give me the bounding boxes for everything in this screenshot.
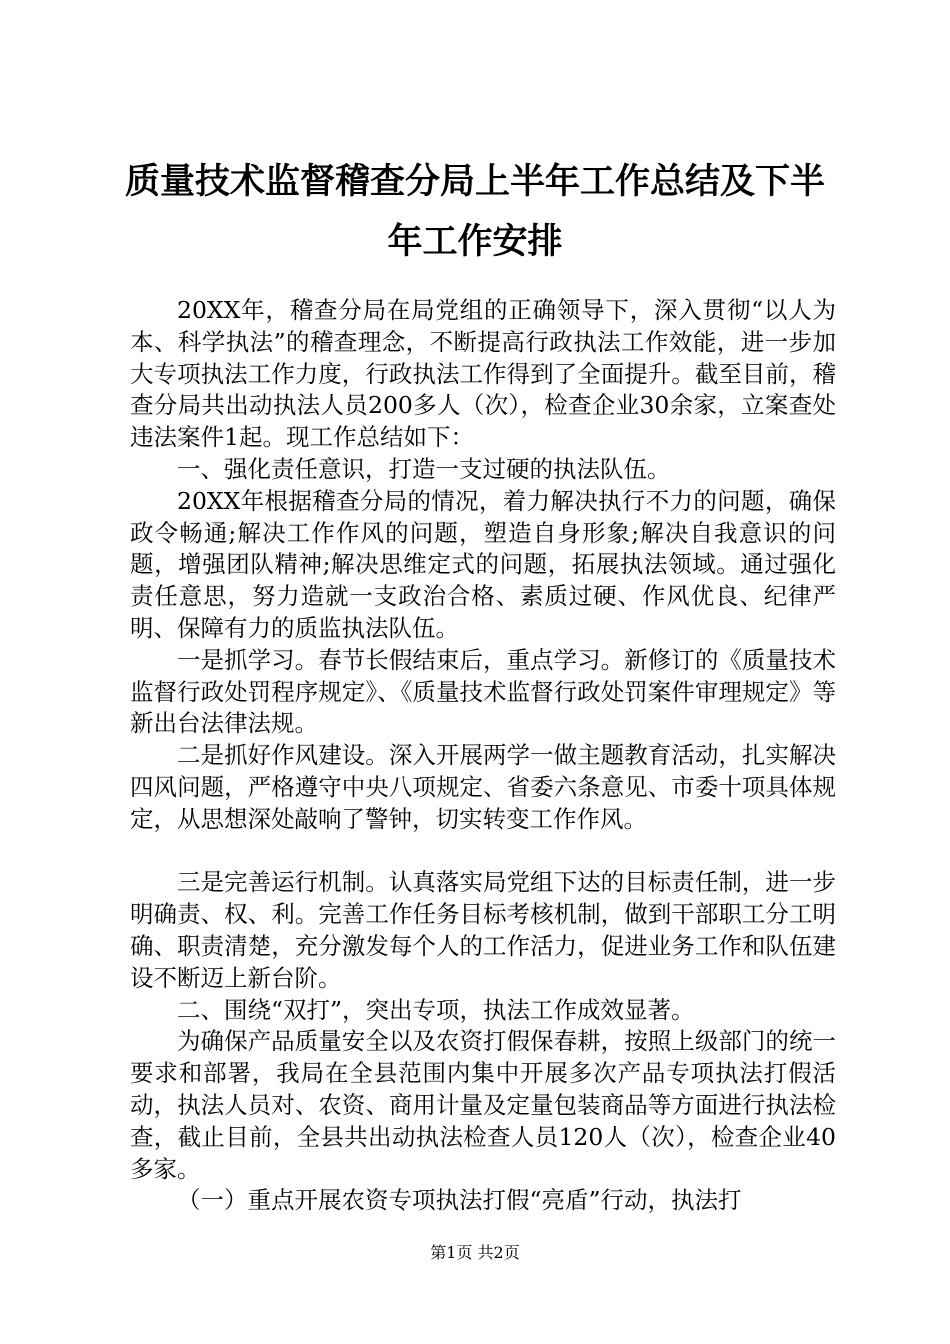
document-title: 质量技术监督稽查分局上半年工作总结及下半年工作安排 (124, 161, 825, 262)
heading-section-1: 一、强化责任意识，打造一支过硬的执法队伍。 (177, 454, 671, 483)
paragraph-subsection-1: （一）重点开展农资专项执法打假“亮盾”行动，执法打 (177, 1186, 742, 1215)
paragraph-intro: 20XX年，稽查分局在局党组的正确领导下，深入贯彻“以人为本、科学执法”的稽查理念，不断提高行政执法工作效能，进一步加大专项执法工作力度，行政执法工作得到了全面提升。截至目前，稽查分局共出动执法人员200多人（次），检查企业30余家，立案查处违法案件1起。现工作总结如下： (130, 296, 836, 452)
page-number: 第1页 共2页 (430, 1243, 520, 1262)
document-body (130, 295, 836, 1217)
paragraph-mechanism: 三是完善运行机制。认真落实局党组下达的目标责任制，进一步明确责、权、利。完善工作任务目标考核机制，做到干部职工分工明确、职责清楚，充分激发每个人的工作活力，促进业务工作和队伍建设不断迈上新台阶。 (130, 868, 836, 992)
paragraph-section-1: 20XX年根据稽查分局的情况，着力解决执行不力的问题，确保政令畅通;解决工作作风的问题，塑造自身形象;解决自我意识的问题，增强团队精神;解决思维定式的问题，拓展执法领域。通过强化责任意思，努力造就一支政治合格、素质过硬、作风优良、纪律严明、保障有力的质监执法队伍。 (130, 486, 836, 642)
paragraph-style: 二是抓好作风建设。深入开展两学一做主题教育活动，扎实解决四风问题，严格遵守中央八项规定、省委六条意见、市委十项具体规定，从思想深处敲响了警钟，切实转变工作作风。 (130, 741, 836, 833)
paragraph-study: 一是抓学习。春节长假结束后，重点学习。新修订的《质量技术监督行政处罚程序规定》、《质量技术监督行政处罚案件审理规定》等新出台法律法规。 (130, 645, 836, 738)
paragraph-section-2: 为确保产品质量安全以及农资打假保春耕，按照上级部门的统一要求和部署，我局在全县范围内集中开展多次产品专项执法打假活动，执法人员对、农资、商用计量及定量包装商品等方面进行执法检查，截止目前，全县共出动执法检查人员120人（次），检查企业40多家。 (130, 1027, 836, 1183)
heading-section-2: 二、围绕“双打”，突出专项，执法工作成效显著。 (177, 995, 695, 1024)
blank-line (130, 836, 836, 868)
